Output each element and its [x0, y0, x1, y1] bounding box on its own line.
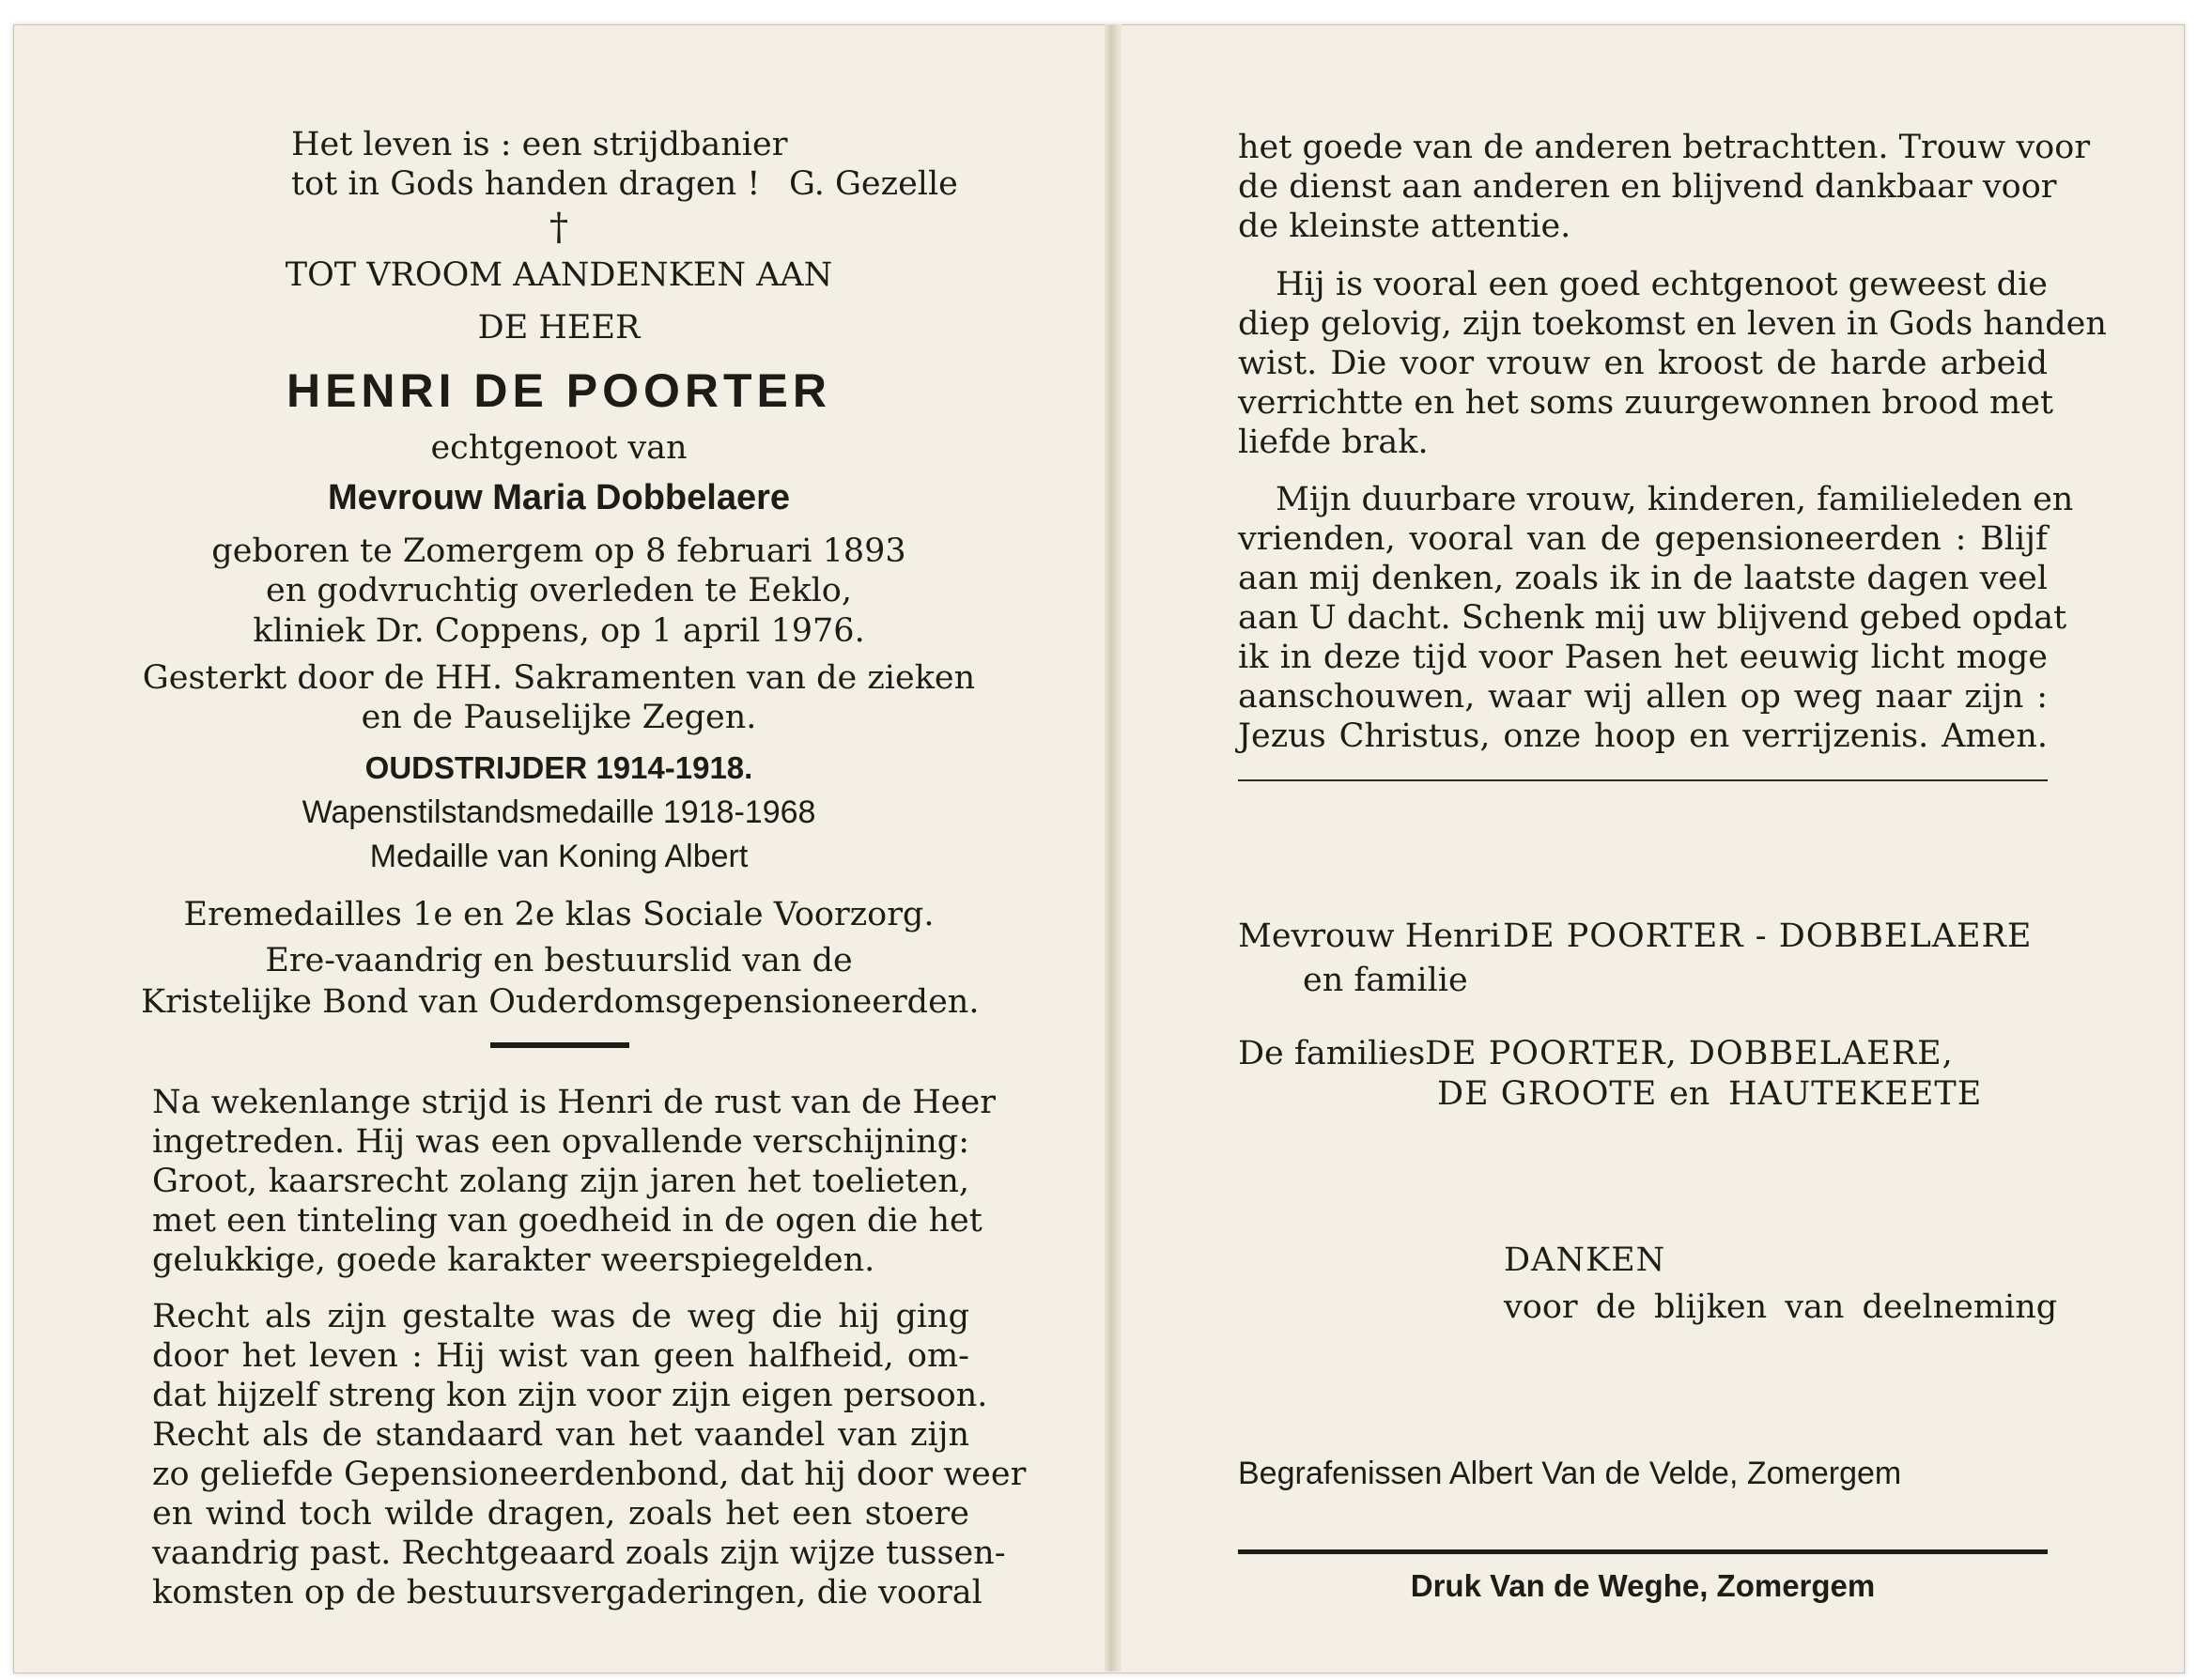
body-line: dat hijzelf streng kon zijn voor zijn eigen persoon. — [152, 1377, 988, 1414]
card-fold — [1105, 24, 1122, 1672]
intro-line-2: DE HEER — [477, 309, 641, 347]
family-line-1-prefix: Mevrouw Henri — [1238, 917, 1501, 955]
body-line: aanschouwen, waar wij allen op weg naar zijn : — [1238, 678, 2048, 716]
honor-line: Ere-vaandrig en bestuurslid van de — [265, 942, 853, 979]
body-line: wist. Die voor vrouw en kroost de harde arbeid — [1238, 345, 2048, 382]
veteran-title: OUDSTRIJDER 1914-1918. — [364, 750, 753, 785]
thanks-heading: DANKEN — [1504, 1241, 1666, 1279]
deceased-name: HENRI DE POORTER — [286, 364, 832, 417]
printer: Druk Van de Weghe, Zomergem — [1410, 1568, 1876, 1603]
body-line: door het leven : Hij wist van geen halfheid, om- — [152, 1337, 969, 1375]
body-line: het goede van de anderen betrachtten. Trouw voor — [1238, 129, 2091, 166]
bio-line: en godvruchtig overleden te Eeklo, — [266, 572, 852, 609]
body-line: verrichtte en het soms zuurgewonnen brood met — [1238, 384, 2054, 422]
body-line: komsten op de bestuursvergaderingen, die vooral — [152, 1574, 982, 1611]
body-line: en wind toch wilde dragen, zoals het een stoere — [152, 1495, 969, 1533]
body-line: gelukkige, goede karakter weerspiegelden. — [152, 1241, 875, 1279]
body-line: liefde brak. — [1238, 424, 1429, 461]
bio-line: kliniek Dr. Coppens, op 1 april 1976. — [253, 612, 865, 650]
medal-line-2: Medaille van Koning Albert — [369, 839, 749, 874]
spouse-of-label: echtgenoot van — [430, 429, 688, 467]
bottom-rule — [1238, 1549, 2048, 1554]
divider — [490, 1042, 629, 1048]
body-line: ingetreden. Hij was een opvallende verschijning: — [152, 1123, 969, 1161]
body-line: aan U dacht. Schenk mij uw blijvend gebed opdat — [1238, 599, 2067, 637]
body-line: Hij is vooral een goed echtgenoot geweest die — [1276, 266, 2048, 303]
motto-line-2: tot in Gods handen dragen ! — [291, 165, 761, 203]
family-line-3-name-a: DE GROOTE — [1437, 1075, 1658, 1113]
family-line-3-and: en — [1669, 1075, 1710, 1113]
motto-line-1: Het leven is : een strijdbanier — [291, 126, 788, 163]
motto-author: G. Gezelle — [789, 165, 958, 203]
undertaker: Begrafenissen Albert Van de Velde, Zomergem — [1238, 1456, 1902, 1491]
intro-line-1: TOT VROOM AANDENKEN AAN — [285, 256, 833, 294]
family-line-1-name: DE POORTER - DOBBELAERE — [1503, 917, 2033, 955]
honor-line: Kristelijke Bond van Ouderdomsgepensioneerden. — [141, 983, 980, 1021]
body-line: aan mij denken, zoals ik in de laatste dagen veel — [1238, 560, 2048, 597]
honor-line: Eremedailles 1e en 2e klas Sociale Voorzorg. — [183, 896, 935, 933]
spouse-name: Mevrouw Maria Dobbelaere — [327, 478, 791, 517]
body-line: Mijn duurbare vrouw, kinderen, familieleden en — [1276, 481, 2074, 518]
body-line: Recht als de standaard van het vaandel van zijn — [152, 1416, 969, 1454]
bio-line: Gesterkt door de HH. Sakramenten van de zieken — [142, 659, 976, 697]
body-line: vrienden, vooral van de gepensioneerden : Blijf — [1238, 520, 2048, 558]
body-line: zo geliefde Gepensioneerdenbond, dat hij door weer — [152, 1456, 1027, 1493]
body-line: vaandrig past. Rechtgeaard zoals zijn wijze tussen- — [152, 1534, 1006, 1572]
bio-line: en de Pauselijke Zegen. — [361, 699, 757, 736]
body-line: met een tinteling van goedheid in de ogen die het — [152, 1202, 982, 1240]
body-line: de kleinste attentie. — [1238, 208, 1571, 245]
family-line-2-prefix: De families — [1238, 1035, 1426, 1072]
body-line: Groot, kaarsrecht zolang zijn jaren het toelieten, — [152, 1163, 969, 1200]
body-line: Recht als zijn gestalte was de weg die hij ging — [152, 1298, 969, 1335]
body-line: de dienst aan anderen en blijvend dankbaar voor — [1238, 168, 2057, 206]
family-line-3-name-b: HAUTEKEETE — [1728, 1075, 1983, 1113]
body-line: Na wekenlange strijd is Henri de rust van de Heer — [152, 1084, 996, 1121]
body-line: Jezus Christus, onze hoop en verrijzenis. Amen. — [1238, 717, 2048, 755]
thanks-text: voor de blijken van deelneming — [1504, 1288, 2058, 1326]
body-line: ik in deze tijd voor Pasen het eeuwig licht moge — [1238, 639, 2048, 676]
medal-line-1: Wapenstilstandsmedaille 1918-1968 — [302, 794, 816, 830]
divider — [1238, 779, 2048, 781]
bio-line: geboren te Zomergem op 8 februari 1893 — [211, 532, 906, 570]
body-line: diep gelovig, zijn toekomst en leven in Gods handen — [1238, 305, 2107, 343]
family-line-2-names: DE POORTER, DOBBELAERE, — [1425, 1035, 1954, 1072]
family-line-1-suffix: en familie — [1303, 962, 1468, 999]
cross-icon: † — [549, 206, 568, 249]
